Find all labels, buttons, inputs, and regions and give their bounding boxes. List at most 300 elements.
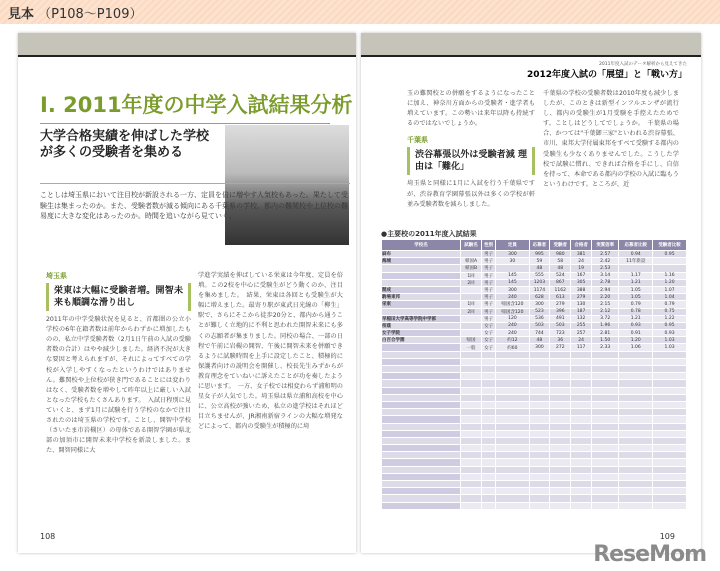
table-cell — [653, 394, 687, 401]
table-cell: 145 — [496, 272, 529, 279]
subheading: 大学合格実績を伸ばした学校が多くの受験者を集める — [40, 129, 210, 160]
table-cell — [550, 380, 571, 387]
table-cell — [619, 416, 653, 423]
table-cell: 男子 — [481, 272, 495, 279]
table-cell — [382, 358, 461, 365]
table-cell — [529, 502, 550, 509]
table-cell: 257 — [571, 330, 592, 337]
table-cell — [529, 459, 550, 466]
table-cell — [653, 358, 687, 365]
table-cell: 女子 — [481, 322, 495, 329]
table-cell: 120 — [496, 315, 529, 322]
table-cell — [496, 380, 529, 387]
table-cell — [592, 351, 619, 358]
column-header: 合格者 — [571, 240, 592, 251]
table-cell — [592, 409, 619, 416]
table-cell — [461, 416, 482, 423]
table-row — [382, 502, 687, 509]
table-cell — [382, 366, 461, 373]
table-cell — [550, 351, 571, 358]
table-cell — [529, 437, 550, 444]
table-cell: 1.05 — [619, 286, 653, 293]
table-cell — [461, 502, 482, 509]
table-cell — [496, 459, 529, 466]
table-cell: 995 — [529, 251, 550, 258]
column-header: 試験名 — [461, 240, 482, 251]
table-cell: 305 — [571, 279, 592, 286]
table-row — [382, 387, 687, 394]
table-cell — [550, 394, 571, 401]
table-cell: 1.22 — [653, 315, 687, 322]
table-cell — [382, 488, 461, 495]
table-cell — [550, 430, 571, 437]
table-cell — [496, 423, 529, 430]
table-cell: 36 — [550, 337, 571, 344]
table-row — [382, 315, 687, 322]
table-cell — [550, 423, 571, 430]
table-cell — [571, 502, 592, 509]
table-cell — [529, 481, 550, 488]
table-row — [382, 373, 687, 380]
divider — [40, 123, 330, 124]
table-cell: 駒場東邦 — [382, 294, 461, 301]
table-row — [382, 272, 687, 279]
column-header: 受験者 — [550, 240, 571, 251]
table-cell — [529, 387, 550, 394]
table-cell — [481, 452, 495, 459]
table-cell — [496, 358, 529, 365]
table-cell: 48 — [550, 265, 571, 272]
table-cell: 536 — [529, 315, 550, 322]
table-cell: 1.03 — [653, 344, 687, 351]
table-cell: 女子 — [481, 344, 495, 351]
table-cell: 約12 — [496, 337, 529, 344]
table-cell — [481, 459, 495, 466]
table-cell: 2.15 — [592, 301, 619, 308]
table-cell: 503 — [529, 322, 550, 329]
table-cell — [592, 437, 619, 444]
table-cell — [550, 459, 571, 466]
table-cell — [529, 409, 550, 416]
table-cell — [496, 351, 529, 358]
table-cell — [461, 351, 482, 358]
table-cell — [571, 380, 592, 387]
table-cell — [529, 495, 550, 502]
table-cell — [382, 445, 461, 452]
table-cell — [550, 373, 571, 380]
table-cell: 男子 — [481, 301, 495, 308]
table-cell — [461, 409, 482, 416]
table-cell — [550, 452, 571, 459]
table-cell — [496, 445, 529, 452]
table-cell: 1203 — [529, 279, 550, 286]
table-cell — [571, 387, 592, 394]
table-cell: 早稲田大学高等学院中学部 — [382, 315, 461, 322]
table-cell — [481, 445, 495, 452]
table-cell — [619, 380, 653, 387]
table-cell: 女子 — [481, 337, 495, 344]
table-cell — [382, 394, 461, 401]
table-cell — [529, 430, 550, 437]
table-cell — [382, 459, 461, 466]
table-cell — [529, 373, 550, 380]
table-row — [382, 308, 687, 315]
table-cell — [529, 416, 550, 423]
table-cell: 麻布 — [382, 251, 461, 258]
table-row — [382, 294, 687, 301]
table-cell: 1.20 — [653, 279, 687, 286]
table-cell — [571, 358, 592, 365]
table-cell — [619, 495, 653, 502]
table-cell — [571, 416, 592, 423]
table-cell — [653, 473, 687, 480]
table-row — [382, 258, 687, 265]
table-cell — [461, 251, 482, 258]
column-1 — [407, 89, 535, 210]
table-cell: 628 — [529, 294, 550, 301]
table-cell — [529, 423, 550, 430]
table-row — [382, 452, 687, 459]
table-cell: 1.04 — [653, 294, 687, 301]
table-cell: 男子 — [481, 251, 495, 258]
column-header: 実質倍率 — [592, 240, 619, 251]
table-cell — [571, 437, 592, 444]
table-cell — [619, 466, 653, 473]
table-cell — [653, 409, 687, 416]
table-cell — [619, 473, 653, 480]
table-cell — [571, 401, 592, 408]
table-title: ●主要校の2011年度入試結果 — [381, 230, 477, 238]
table-cell — [550, 445, 571, 452]
table-row — [382, 459, 687, 466]
table-cell — [619, 358, 653, 365]
table-cell — [481, 473, 495, 480]
table-cell — [550, 481, 571, 488]
table-cell — [653, 445, 687, 452]
table-row — [382, 481, 687, 488]
table-cell — [653, 258, 687, 265]
page-top-strip — [361, 33, 701, 57]
table-cell: 187 — [571, 308, 592, 315]
table-cell — [481, 423, 495, 430]
table-cell — [382, 423, 461, 430]
table-cell: 2.57 — [592, 251, 619, 258]
table-cell — [481, 416, 495, 423]
table-cell: 523 — [529, 308, 550, 315]
table-cell: 396 — [550, 308, 571, 315]
table-cell — [496, 488, 529, 495]
table-cell — [496, 416, 529, 423]
table-cell — [592, 394, 619, 401]
table-cell — [481, 495, 495, 502]
table-cell: 帰国含120 — [496, 308, 529, 315]
table-cell — [529, 488, 550, 495]
table-cell: 300 — [529, 301, 550, 308]
table-cell — [382, 430, 461, 437]
table-cell — [619, 502, 653, 509]
table-cell — [592, 452, 619, 459]
table-cell — [461, 488, 482, 495]
table-row — [382, 337, 687, 344]
table-cell — [653, 423, 687, 430]
column-header: 応募者比較 — [619, 240, 653, 251]
table-cell — [592, 430, 619, 437]
table-cell: 0.79 — [653, 301, 687, 308]
table-cell: 1.20 — [619, 337, 653, 344]
table-cell — [653, 466, 687, 473]
table-cell — [382, 380, 461, 387]
table-cell — [382, 473, 461, 480]
running-header — [527, 61, 687, 80]
table-cell — [529, 351, 550, 358]
table-cell: 男子 — [481, 265, 495, 272]
table-cell: 0.93 — [619, 322, 653, 329]
body-text: 埼玉県と同様に1月に入試を行う千葉県ですが、渋谷教育学園幕張以外は多くの学校が軒並み受験者数を減らしました。 — [407, 180, 535, 208]
table-cell: 男子 — [481, 294, 495, 301]
table-cell — [571, 445, 592, 452]
table-row — [382, 265, 687, 272]
table-cell — [481, 401, 495, 408]
table-cell: 0.94 — [619, 251, 653, 258]
table-cell — [461, 315, 482, 322]
table-cell: 11年新設 — [619, 258, 653, 265]
table-cell — [496, 473, 529, 480]
table-cell: 30 — [496, 258, 529, 265]
table-row — [382, 430, 687, 437]
header-main: 2012年度入試の「展望」と「戦い方」 — [526, 70, 687, 80]
table-cell — [382, 481, 461, 488]
table-cell: 1.06 — [619, 344, 653, 351]
table-cell — [592, 366, 619, 373]
table-cell — [481, 488, 495, 495]
table-cell: 1174 — [529, 286, 550, 293]
table-row — [382, 380, 687, 387]
table-cell — [382, 409, 461, 416]
table-cell: 145 — [496, 279, 529, 286]
section-prefecture: 千葉県 — [407, 136, 428, 145]
table-cell: 381 — [571, 251, 592, 258]
table-cell: 240 — [496, 330, 529, 337]
table-cell — [592, 387, 619, 394]
table-cell: 2.42 — [592, 258, 619, 265]
column-header: 定員 — [496, 240, 529, 251]
table-cell — [496, 437, 529, 444]
table-cell: 524 — [550, 272, 571, 279]
table-cell: 一般 — [461, 344, 482, 351]
table-cell — [571, 459, 592, 466]
column-header: 学校名 — [382, 240, 461, 251]
table-cell — [382, 387, 461, 394]
table-cell — [550, 409, 571, 416]
table-cell — [571, 481, 592, 488]
table-cell: 2回 — [461, 308, 482, 315]
table-cell — [653, 430, 687, 437]
table-cell: 132 — [571, 315, 592, 322]
table-cell — [461, 452, 482, 459]
table-cell — [653, 387, 687, 394]
table-cell: 1.50 — [592, 337, 619, 344]
table-cell: 59 — [529, 258, 550, 265]
table-cell — [481, 358, 495, 365]
column-1 — [46, 271, 191, 456]
section-heading: 栄東は大幅に受験者増。開智未来も順調な滑り出し — [46, 283, 191, 311]
table-cell — [592, 466, 619, 473]
lead-paragraph: ことしは埼玉県において注目校が新設される一方、定員を倍に増やす人気校もあった。果たして受験生は集まったのか。また、受験者数が減る傾向にある千葉県の学校、都内の難関校や上位校の難易度に大きな変化はあったのか。時間を追いながら見ていく。 — [40, 183, 350, 222]
table-cell — [571, 452, 592, 459]
table-cell — [653, 366, 687, 373]
table-row — [382, 301, 687, 308]
table-cell: 女子学院 — [382, 330, 461, 337]
table-cell: 167 — [571, 272, 592, 279]
table-cell: 海城 — [382, 258, 461, 265]
table-cell — [461, 481, 482, 488]
table-cell — [571, 366, 592, 373]
table-cell — [481, 351, 495, 358]
table-cell — [619, 423, 653, 430]
table-row — [382, 286, 687, 293]
table-cell — [496, 387, 529, 394]
table-cell — [382, 272, 461, 279]
table-cell: 1回 — [461, 301, 482, 308]
table-cell — [481, 373, 495, 380]
table-cell — [619, 488, 653, 495]
column-2: 千葉県の学校の受験者数は2010年度も減少しましたが、このときは新型インフルエンザが流行し、都内の受験生が1月受験を手控えたためです。ことしはどうしてでしょうか。 千葉県の場合、かつては"千葉御三家"といわれる渋谷幕張、市川、東邦大学付属東邦をすべて受験する都内の受験生も少なくありませんでした。こうした学校で試験に慣れ、できれば合格を手にし、自信を持って、本命である都内の学校の入試に臨もうというわけです。ところが、近 — [543, 90, 679, 188]
table-cell — [481, 387, 495, 394]
table-cell — [382, 495, 461, 502]
table-cell: 帰国 — [461, 337, 482, 344]
table-cell: 1.17 — [619, 272, 653, 279]
table-cell: 帰国A — [461, 258, 482, 265]
table-cell: 19 — [571, 265, 592, 272]
table-cell — [382, 416, 461, 423]
table-cell: 0.75 — [653, 308, 687, 315]
column-header: 受験者比較 — [653, 240, 687, 251]
table-cell: 613 — [550, 294, 571, 301]
table-cell — [550, 401, 571, 408]
table-cell — [461, 473, 482, 480]
table-cell — [461, 358, 482, 365]
table-cell: 980 — [550, 251, 571, 258]
table-cell — [529, 394, 550, 401]
table-cell — [619, 265, 653, 272]
table-cell — [461, 373, 482, 380]
table-cell — [592, 502, 619, 509]
table-cell — [382, 351, 461, 358]
column-2: 学進学実績を伸ばしている栄東は今年度、定員を倍増。この2校を中心に受験生がどう動くのか、注目を集めました。 結果、栄東は各回とも受験生が大幅に増えました。最寄り駅が東武日光線の「柳生」駅で、さらにそこから徒歩20分と、都内から通うことが難しく立地的に不利と思われた開智未来にも多くの志願者が集まりました。同校の場合、一部の日程で午前に岩槻の開智、午後に開智未来を併願できるように試験時間を上手に設定したこと、積極的に保護者向けの説明会を開催し、校長先生みずからが教育理念をていねいに訴えたことが功を奏したように思います。 一方、女子校では相変わらず浦和明の星女子が人気でした。埼玉県は県立浦和高校を中心に、公立高校が強いため、私立の進学校はそれほど目立ちませんが、JR湘南新宿ラインの大幅な増発などによって、都内の受験生が積極的に埼 — [198, 272, 343, 431]
table-cell — [619, 387, 653, 394]
table-cell — [653, 437, 687, 444]
table-cell: 男子 — [481, 258, 495, 265]
table-row — [382, 358, 687, 365]
table-cell — [550, 416, 571, 423]
column-header: 応募者 — [529, 240, 550, 251]
table-cell — [496, 373, 529, 380]
table-cell: 2.12 — [592, 308, 619, 315]
table-cell — [550, 358, 571, 365]
table-cell — [653, 351, 687, 358]
table-cell: 58 — [550, 258, 571, 265]
left-page — [18, 33, 356, 553]
table-cell — [529, 466, 550, 473]
table-cell — [481, 409, 495, 416]
table-cell — [461, 394, 482, 401]
table-cell — [481, 380, 495, 387]
table-cell — [481, 466, 495, 473]
table-cell — [382, 265, 461, 272]
table-cell — [550, 466, 571, 473]
table-cell — [496, 401, 529, 408]
table-cell — [529, 401, 550, 408]
table-cell — [496, 481, 529, 488]
table-cell: 3.72 — [592, 315, 619, 322]
table-cell — [619, 430, 653, 437]
table-cell — [461, 459, 482, 466]
table-cell — [481, 430, 495, 437]
table-row — [382, 423, 687, 430]
table-cell — [592, 373, 619, 380]
table-cell: 491 — [550, 315, 571, 322]
table-cell — [653, 373, 687, 380]
table-cell — [571, 473, 592, 480]
section-heading: 渋谷幕張以外は受験者減 理由は「難化」 — [407, 147, 535, 175]
table-cell: 0.91 — [619, 330, 653, 337]
table-cell — [481, 481, 495, 488]
table-cell — [619, 481, 653, 488]
right-page — [361, 33, 701, 553]
table-cell: 555 — [529, 272, 550, 279]
table-cell — [382, 401, 461, 408]
table-cell: 867 — [550, 279, 571, 286]
table-cell — [461, 366, 482, 373]
table-cell — [653, 459, 687, 466]
table-cell — [619, 351, 653, 358]
table-cell: 1.96 — [592, 322, 619, 329]
table-cell — [481, 366, 495, 373]
section-prefecture: 埼玉県 — [46, 272, 67, 280]
table-row — [382, 473, 687, 480]
table-row — [382, 394, 687, 401]
table-cell — [461, 294, 482, 301]
page-top-strip — [18, 33, 356, 57]
table-cell: 帰国B — [461, 265, 482, 272]
table-cell — [382, 344, 461, 351]
table-row — [382, 466, 687, 473]
table-cell — [592, 488, 619, 495]
page-number: 108 — [40, 532, 56, 541]
table-cell: 240 — [496, 294, 529, 301]
table-cell: 男子 — [481, 279, 495, 286]
table-row — [382, 488, 687, 495]
table-cell — [571, 394, 592, 401]
table-cell — [653, 401, 687, 408]
table-cell: 白百合学園 — [382, 337, 461, 344]
table-cell: 300 — [496, 286, 529, 293]
table-cell: 2.53 — [592, 265, 619, 272]
table-cell — [496, 452, 529, 459]
table-cell — [496, 495, 529, 502]
resemom-logo[interactable]: ReseMom — [593, 542, 706, 567]
table-cell — [653, 265, 687, 272]
table-cell: 男子 — [481, 286, 495, 293]
table-cell — [382, 502, 461, 509]
banner-pages: （P108～P109） — [38, 7, 143, 22]
table-cell — [592, 445, 619, 452]
table-cell — [592, 459, 619, 466]
table-cell: 約60 — [496, 344, 529, 351]
table-row — [382, 401, 687, 408]
table-cell — [461, 387, 482, 394]
table-cell — [382, 452, 461, 459]
